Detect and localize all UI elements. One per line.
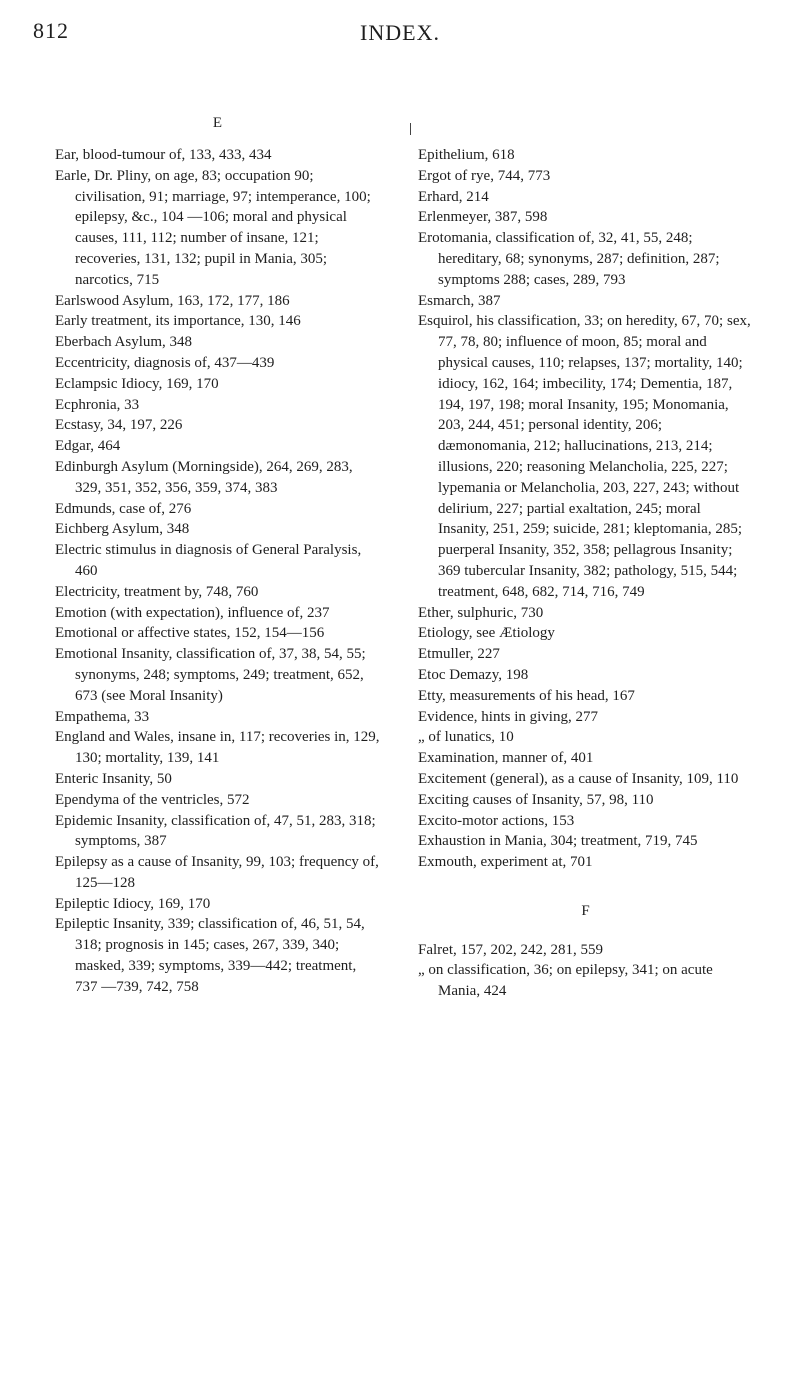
index-entry: Ecphronia, 33 xyxy=(55,396,140,413)
index-entry: England and Wales, insane in, 117; recoveries in, 129, 130; mortality, 139, 141 xyxy=(55,729,380,767)
index-entry: Etiology, see Ætiology xyxy=(418,625,555,642)
left-column xyxy=(55,115,380,998)
index-entry: Edmunds, case of, 276 xyxy=(55,500,192,517)
index-entry: Edgar, 464 xyxy=(55,438,121,455)
index-entry: Emotion (with expectation), influence of, 237 xyxy=(55,604,330,621)
index-entry: Epileptic Idiocy, 169, 170 xyxy=(55,895,211,912)
index-entry: Ear, blood-tumour of, 133, 433, 434 xyxy=(55,147,272,163)
section-letter-f: F xyxy=(581,902,590,919)
index-entry: Ether, sulphuric, 730 xyxy=(418,604,544,621)
index-entry: Esquirol, his classification, 33; on heredity, 67, 70; sex, 77, 78, 80; influence of moon, 85; moral and physical causes, 110; relapses, 137; mortality, 140; idiocy, 162, 164; imbecility, 174; Dementia, 187, 194, 197, 198; moral Insanity, 195; Monomania, 203, 244, 451; personal identity, 206; dæmonomania, 212; hallucinations, 213, 214; illusions, 220; reasoning Melancholia, 225, 227; lypemania or Melancholia, 203, 227, 243; without delirium, 227; partial exaltation, 245; moral Insanity, 251, 259; suicide, 281; kleptomania, 285; puerperal Insanity, 352, 358; pellagrous Insanity; 369 tubercular Insanity, 382; pathology, 515, 544; treatment, 648, 682, 714, 716, 749 xyxy=(418,313,751,600)
index-entry: Eclampsic Idiocy, 169, 170 xyxy=(55,375,219,392)
index-entry: Esmarch, 387 xyxy=(418,292,501,309)
index-entry: Empathema, 33 xyxy=(55,708,150,725)
index-entry: Eccentricity, diagnosis of, 437—439 xyxy=(55,354,275,371)
index-entry: Eichberg Asylum, 348 xyxy=(55,521,190,538)
section-letter-e: E xyxy=(212,115,223,131)
index-entry: Etty, measurements of his head, 167 xyxy=(418,687,635,704)
index-entry: Electricity, treatment by, 748, 760 xyxy=(55,583,259,600)
index-entry: Evidence, hints in giving, 277 xyxy=(418,708,598,725)
index-entry: „ on classification, 36; on epilepsy, 341; on acute Mania, 424 xyxy=(418,962,713,1000)
index-entry: Edinburgh Asylum (Morningside), 264, 269, 283, 329, 351, 352, 356, 359, 374, 383 xyxy=(55,458,353,496)
index-entry: Enteric Insanity, 50 xyxy=(55,770,172,787)
index-entry: Earlswood Asylum, 163, 172, 177, 186 xyxy=(55,292,290,309)
page-number: 812 xyxy=(33,18,69,43)
index-entry: Epileptic Insanity, 339; classification of, 46, 51, 54, 318; prognosis in 145; cases, 267, 339, 340; masked, 339; symptoms, 339—442; treatment, 737 —739, 742, 758 xyxy=(55,916,365,995)
running-title: INDEX. xyxy=(360,20,440,45)
index-entry: Electric stimulus in diagnosis of General Paralysis, 460 xyxy=(55,542,362,579)
index-entry: Ependyma of the ventricles, 572 xyxy=(55,791,250,808)
index-entry: Erlenmeyer, 387, 598 xyxy=(418,209,548,226)
index-entry: Exhaustion in Mania, 304; treatment, 719, 745 xyxy=(418,833,698,850)
index-entry: Etmuller, 227 xyxy=(418,646,500,663)
index-entry: Erhard, 214 xyxy=(418,188,489,205)
index-entry: Emotional Insanity, classification of, 37, 38, 54, 55; synonyms, 248; symptoms, 249; treatment, 652, 673 (see Moral Insanity) xyxy=(55,646,366,704)
index-entry: Early treatment, its importance, 130, 146 xyxy=(55,313,301,330)
index-entry: Exciting causes of Insanity, 57, 98, 110 xyxy=(418,791,654,808)
right-column xyxy=(418,145,753,1002)
index-entry: Exmouth, experiment at, 701 xyxy=(418,854,593,871)
index-entry: Epilepsy as a cause of Insanity, 99, 103; frequency of, 125—128 xyxy=(55,854,379,891)
index-entry: Falret, 157, 202, 242, 281, 559 xyxy=(418,941,603,958)
index-entry: Ecstasy, 34, 197, 226 xyxy=(55,417,183,434)
index-entry: Examination, manner of, 401 xyxy=(418,750,594,767)
index-entry: Epidemic Insanity, classification of, 47, 51, 283, 318; symptoms, 387 xyxy=(55,812,376,850)
index-entry: Earle, Dr. Pliny, on age, 83; occupation 90; civilisation, 91; marriage, 97; intemperance, 100; epilepsy, &c., 104 —106; moral and physical causes, 111, 112; number of insane, 121; recoveries, 131, 132; pupil in Mania, 305; narcotics, 715 xyxy=(55,167,371,288)
index-entry: Eberbach Asylum, 348 xyxy=(55,334,193,351)
index-entry: Etoc Demazy, 198 xyxy=(418,666,529,683)
index-entry: Ergot of rye, 744, 773 xyxy=(418,167,551,184)
index-entry: Excitement (general), as a cause of Insanity, 109, 110 xyxy=(418,770,739,787)
index-entry: Excito-motor actions, 153 xyxy=(418,812,575,829)
index-entry: „ of lunatics, 10 xyxy=(418,729,514,746)
column-rule xyxy=(410,123,411,135)
index-entry: Epithelium, 618 xyxy=(418,147,515,163)
index-entry: Erotomania, classification of, 32, 41, 55, 248; hereditary, 68; synonyms, 287; definition, 287; symptoms 288; cases, 289, 793 xyxy=(418,230,720,288)
index-entry: Emotional or affective states, 152, 154—156 xyxy=(55,625,325,642)
